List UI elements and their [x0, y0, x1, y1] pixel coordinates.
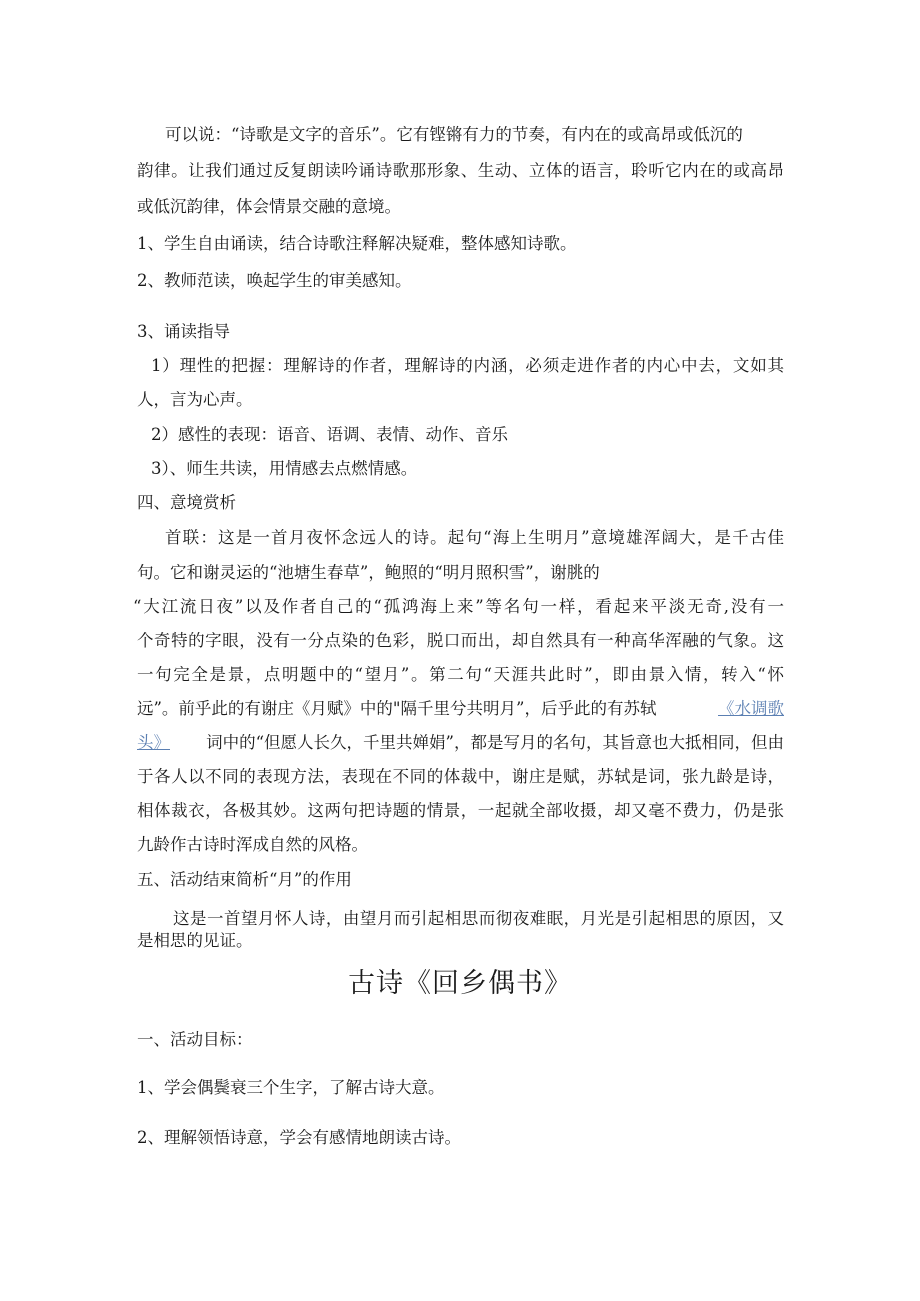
section-4-line-7-text: 词中的“但愿人长久，千里共婵娟”，都是写月的名句，其旨意也大抵相同，但由 [206, 733, 784, 752]
goals-heading: 一、活动目标： [137, 1030, 253, 1049]
step-2: 2、教师范读，唤起学生的审美感知。 [137, 271, 412, 290]
section-4-line-1: 首联：这是一首月夜怀念远人的诗。起句“海上生明月”意境雄浑阔大，是千古佳 [165, 528, 784, 547]
intro-line-3: 或低沉韵律，体会情景交融的意境。 [137, 197, 401, 216]
section-5-line-2: 是相思的见证。 [137, 931, 253, 950]
section-4-line-8: 于各人以不同的表现方法，表现在不同的体裁中，谢庄是赋，苏轼是词，张九龄是诗， [137, 767, 784, 786]
intro-line-2: 韵律。让我们通过反复朗读吟诵诗歌那形象、生动、立体的语言，聆听它内在的或高昂 [137, 161, 784, 180]
section-4-line-4: 个奇特的字眼，没有一分点染的色彩，脱口而出，却自然具有一种高华浑融的气象。这 [137, 631, 784, 650]
section-4-line-3: “大江流日夜”以及作者自己的“孤鸿海上来”等名句一样，看起来平淡无奇,没有一 [133, 597, 784, 616]
guidance-1-line-1: 1）理性的把握：理解诗的作者，理解诗的内涵，必须走进作者的内心中去，文如其 [151, 356, 784, 375]
goal-1: 1、学会偶鬓衰三个生字，了解古诗大意。 [137, 1078, 445, 1097]
guidance-1-line-2: 人，言为心声。 [137, 390, 253, 409]
step-3-heading: 3、诵读指导 [137, 322, 230, 341]
section-5-heading: 五、活动结束简析“月”的作用 [137, 870, 352, 889]
poem-title: 古诗《回乡偶书》 [348, 968, 572, 999]
section-4-heading: 四、意境赏析 [137, 493, 236, 512]
section-4-line-5: 一句完全是景，点明题中的“望月”。第二句“天涯共此时”，即由景入情，转入“怀 [137, 665, 784, 684]
section-4-line-2: 句。它和谢灵运的“池塘生春草”，鲍照的“明月照积雪”，谢朓的 [137, 563, 600, 582]
shuidiaogetou-link-part-1[interactable]: 《水调歌 [718, 699, 784, 718]
guidance-3: 3）、师生共读，用情感去点燃情感。 [151, 459, 418, 478]
section-5-line-1: 这是一首望月怀人诗，由望月而引起相思而彻夜难眠，月光是引起相思的原因，又 [173, 909, 784, 928]
goal-2: 2、理解领悟诗意，学会有感情地朗读古诗。 [137, 1128, 461, 1147]
section-4-line-9: 相体裁衣，各极其妙。这两句把诗题的情景，一起就全部收摄，却又毫不费力，仍是张 [137, 801, 784, 820]
section-4-line-6-text: 远”。前乎此的有谢庄《月赋》中的"隔千里兮共明月”，后乎此的有苏轼 [137, 699, 657, 718]
intro-line-1: 可以说：“诗歌是文字的音乐”。它有铿锵有力的节奏，有内在的或高昂或低沉的 [165, 125, 743, 144]
section-4-line-10: 九龄作古诗时浑成自然的风格。 [137, 835, 368, 854]
shuidiaogetou-link-part-2[interactable]: 头》 [137, 733, 170, 752]
section-4-line-7 [137, 733, 784, 753]
step-1: 1、学生自由诵读，结合诗歌注释解决疑难，整体感知诗歌。 [137, 234, 577, 253]
guidance-2: 2）感性的表现：语音、语调、表情、动作、音乐 [151, 425, 508, 444]
section-4-line-6 [137, 699, 784, 719]
